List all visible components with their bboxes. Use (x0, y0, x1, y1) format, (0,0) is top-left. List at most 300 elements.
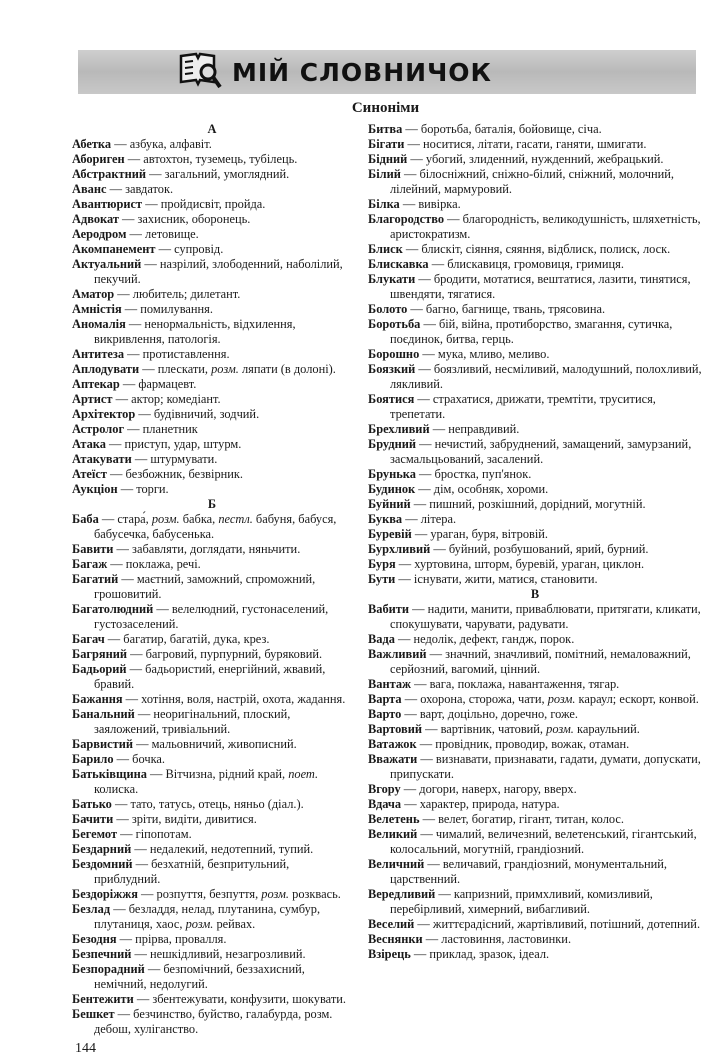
entry-term: Абстрактний (72, 167, 146, 181)
entry-dash: — (117, 482, 137, 496)
dictionary-entry (72, 167, 352, 182)
entry-dash: — (400, 782, 420, 796)
dictionary-entry (72, 182, 352, 197)
dictionary-entry (368, 197, 702, 212)
dictionary-entry (368, 932, 702, 947)
entry-dash: — (409, 602, 428, 616)
entry-term: Бачити (72, 812, 114, 826)
entry-term: Барвистий (72, 737, 133, 751)
entry-term: Вабити (368, 602, 410, 616)
entry-dash: — (131, 452, 151, 466)
entry-dash: — (113, 812, 132, 826)
entry-synonyms: велелюдний, густонаселений, густозаселений. (94, 602, 329, 631)
entry-term: Веселий (368, 917, 415, 931)
entry-dash: — (419, 812, 439, 826)
dictionary-entry (72, 572, 352, 602)
dictionary-entry (72, 197, 352, 212)
entry-dash: — (141, 257, 160, 271)
dictionary-entry (72, 797, 352, 812)
dictionary-entry (368, 302, 702, 317)
dictionary-entry (368, 347, 702, 362)
entry-dash: — (114, 1007, 134, 1021)
entry-synonyms: плескати, розм. ляпати (в долоні). (157, 362, 336, 376)
entry-term: Бідний (368, 152, 408, 166)
entry-dash: — (111, 797, 131, 811)
entry-synonyms: приступ, удар, штурм. (124, 437, 242, 451)
entry-synonyms: бростка, пуп'янок. (434, 467, 532, 481)
entry-term: Батьківщина (72, 767, 147, 781)
entry-dash: — (399, 197, 419, 211)
dictionary-entry (368, 797, 702, 812)
entry-synonyms: автохтон, туземець, тубілець. (143, 152, 298, 166)
entry-dash: — (407, 302, 426, 316)
entry-synonyms: забавляти, доглядати, няньчити. (132, 542, 301, 556)
entry-dash: — (401, 692, 421, 706)
dictionary-entry (368, 887, 702, 917)
dictionary-entry (72, 242, 352, 257)
entry-term: Вада (368, 632, 395, 646)
entry-term: Брунька (368, 467, 416, 481)
entry-dash: — (416, 737, 436, 751)
entry-dash: — (113, 542, 133, 556)
entry-synonyms: безхатній, безпритульний, приблудний. (94, 857, 290, 886)
entry-dash: — (411, 527, 431, 541)
entry-synonyms: буйний, розбушований, ярий, бурний. (448, 542, 649, 556)
entry-dash: — (410, 497, 430, 511)
entry-synonyms: бочка. (132, 752, 166, 766)
entry-term: Бажання (72, 692, 123, 706)
entry-dash: — (131, 842, 150, 856)
dictionary-entry (368, 722, 702, 737)
entry-synonyms: Вітчизна, рідний край, поет. колиска. (94, 767, 319, 796)
entry-term: Бездарний (72, 842, 132, 856)
entry-term: Битва (368, 122, 403, 136)
entry-synonyms: мальовничий, живописний. (151, 737, 297, 751)
dictionary-entry (368, 497, 702, 512)
entry-dash: — (113, 752, 133, 766)
dictionary-entry (72, 137, 352, 152)
entry-synonyms: летовище. (145, 227, 199, 241)
entry-synonyms: боротьба, баталія, бойовище, січа. (420, 122, 602, 136)
entry-dash: — (114, 287, 133, 301)
entry-dash: — (395, 557, 415, 571)
entry-dash: — (424, 857, 443, 871)
right-column (368, 122, 702, 962)
entry-synonyms: багровий, пурпурний, буряковий. (145, 647, 323, 661)
entry-synonyms: бродити, мотатися, вештатися, лазити, тинятися, швендяти, тягатися. (390, 272, 691, 301)
entry-dash: — (153, 602, 172, 616)
dictionary-entry (72, 737, 352, 752)
entry-dash: — (117, 827, 136, 841)
entry-term: Атеїст (72, 467, 107, 481)
entry-dash: — (394, 632, 414, 646)
dictionary-entry (368, 482, 702, 497)
entry-dash: — (110, 902, 129, 916)
entry-term: Аплодувати (72, 362, 140, 376)
entry-synonyms: нечистий, забруднений, замащений, замурзаний, засмальцьований, засалений. (390, 437, 692, 466)
dictionary-entry (368, 242, 702, 257)
entry-term: Антитеза (72, 347, 125, 361)
dictionary-entry (72, 422, 352, 437)
entry-term: Безпорадний (72, 962, 145, 976)
entry-term: Безодня (72, 932, 117, 946)
entry-term: Бездомний (72, 857, 133, 871)
entry-term: Аматор (72, 287, 115, 301)
entry-dash: — (127, 647, 146, 661)
entry-term: Буревій (368, 527, 412, 541)
entry-term: Багаж (72, 557, 108, 571)
entry-dash: — (104, 632, 124, 646)
dictionary-entry (72, 902, 352, 932)
dictionary-entry (368, 272, 702, 302)
entry-synonyms: пройдисвіт, пройда. (160, 197, 266, 211)
dictionary-entry (72, 752, 352, 767)
entry-dash: — (142, 197, 161, 211)
dictionary-entry (368, 632, 702, 647)
header-content (178, 50, 492, 94)
entry-term: Абетка (72, 137, 112, 151)
dictionary-entry (72, 557, 352, 572)
entry-synonyms: білосніжний, сніжно-білий, сніжний, молочний, лілейний, мармуровий. (390, 167, 674, 196)
entry-dash: — (419, 347, 438, 361)
dictionary-entry (72, 512, 352, 542)
dictionary-entry (72, 212, 352, 227)
entry-synonyms: носитися, літати, гасати, ганяти, шмигати. (422, 137, 647, 151)
style-label: розм. (546, 722, 574, 736)
entry-synonyms: безпомічний, беззахисний, немічний, недолугий. (94, 962, 305, 991)
entry-dash: — (124, 152, 144, 166)
entry-synonyms: визнавати, признавати, гадати, думати, допускати, припускати. (390, 752, 701, 781)
entry-term: Вантаж (368, 677, 412, 691)
entry-term: Бешкет (72, 1007, 115, 1021)
entry-term: Бегемот (72, 827, 118, 841)
entry-synonyms: охорона, сторожа, чати, розм. караул; ескорт, конвой. (420, 692, 699, 706)
dictionary-entry (72, 437, 352, 452)
dictionary-entry (72, 362, 352, 377)
entry-dash: — (118, 572, 137, 586)
entry-synonyms: захисник, оборонець. (137, 212, 251, 226)
entry-dash: — (402, 242, 422, 256)
entry-term: Барило (72, 752, 114, 766)
entry-term: Артист (72, 392, 113, 406)
entry-term: Батько (72, 797, 112, 811)
entry-term: Варто (368, 707, 402, 721)
dictionary-entry (368, 677, 702, 692)
entry-synonyms: життєрадісний, жартівливий, потішний, дотепний. (432, 917, 701, 931)
entry-synonyms: поклажа, речі. (125, 557, 201, 571)
entry-term: Безпечний (72, 947, 132, 961)
entry-synonyms: велет, богатир, гігант, титан, колос. (438, 812, 624, 826)
entry-dash: — (132, 737, 152, 751)
entry-term: Аномалія (72, 317, 126, 331)
entry-synonyms: бій, війна, протиборство, змагання, сутичка, поєдинок, битва, герць. (390, 317, 673, 346)
entry-term: Акомпанемент (72, 242, 156, 256)
entry-synonyms: загальний, умоглядний. (164, 167, 290, 181)
entry-dash: — (422, 932, 442, 946)
entry-dash: — (122, 692, 142, 706)
entry-synonyms: дім, особняк, хороми. (433, 482, 549, 496)
dictionary-entry (72, 692, 352, 707)
entry-dash: — (105, 437, 125, 451)
entry-dash: — (124, 347, 143, 361)
entry-dash: — (411, 677, 430, 691)
entry-dash: — (135, 407, 154, 421)
dictionary-entry (72, 452, 352, 467)
entry-term: Буря (368, 557, 396, 571)
entry-dash: — (132, 857, 152, 871)
entry-term: Ватажок (368, 737, 417, 751)
dictionary-entry (368, 752, 702, 782)
entry-synonyms: хуртовина, шторм, буревій, ураган, циклон. (414, 557, 645, 571)
style-label: розм. (185, 917, 214, 931)
entry-synonyms: помилування. (140, 302, 213, 316)
letter-heading: А (207, 122, 217, 136)
entry-dash: — (121, 302, 141, 316)
letter-heading: В (530, 587, 540, 601)
entry-term: Аукціон (72, 482, 118, 496)
entry-dash: — (426, 647, 446, 661)
entry-dash: — (414, 392, 433, 406)
dictionary-entry (368, 467, 702, 482)
page-number: 144 (75, 1041, 96, 1056)
entry-dash: — (400, 167, 420, 181)
entry-dash: — (395, 572, 414, 586)
entry-synonyms: варт, доцільно, доречно, гоже. (419, 707, 579, 721)
entry-synonyms: багатир, багатій, дука, крез. (123, 632, 270, 646)
entry-synonyms: благородність, великодушність, шляхетність, аристократизм. (390, 212, 701, 241)
dictionary-entry (368, 707, 702, 722)
dictionary-entry (368, 257, 702, 272)
letter-heading: Б (207, 497, 217, 511)
dictionary-entry (72, 932, 352, 947)
entry-synonyms: недалекий, недотепний, тупий. (149, 842, 314, 856)
dictionary-entry (368, 122, 702, 137)
entry-synonyms: тато, татусь, отець, няньо (діал.). (130, 797, 304, 811)
entry-term: Буква (368, 512, 403, 526)
entry-synonyms: блискавиця, громовиця, гримиця. (447, 257, 624, 271)
entry-term: Брехливий (368, 422, 430, 436)
entry-dash: — (139, 362, 158, 376)
entry-term: Бавити (72, 542, 114, 556)
entry-synonyms: бадьористий, енергійний, жвавий, бравий. (94, 662, 326, 691)
dictionary-entry (72, 467, 352, 482)
dictionary-entry (72, 542, 352, 557)
dictionary-entry (72, 632, 352, 647)
entry-synonyms: хотіння, воля, настрій, охота, жадання. (141, 692, 346, 706)
entry-term: Взірець (368, 947, 411, 961)
dictionary-entry (368, 212, 702, 242)
entry-term: Блукати (368, 272, 416, 286)
dictionary-entry (72, 842, 352, 857)
entry-synonyms: літера. (420, 512, 457, 526)
entry-synonyms: завдаток. (125, 182, 174, 196)
entry-synonyms: неоригінальний, плоский, заяложений, тривіальний. (94, 707, 291, 736)
entry-synonyms: капризний, примхливий, комизливий, перебірливий, химерний, вибагливий. (390, 887, 653, 916)
entry-synonyms: фармацевт. (138, 377, 197, 391)
entry-synonyms: супровід. (174, 242, 224, 256)
entry-dash: — (125, 317, 145, 331)
entry-synonyms: страхатися, дрижати, тремтіти, труситися, трепетати. (390, 392, 656, 421)
entry-term: Аеродром (72, 227, 127, 241)
entry-synonyms: існувати, жити, матися, становити. (413, 572, 598, 586)
dictionary-entry (72, 962, 352, 992)
entry-dash: — (155, 242, 175, 256)
dictionary-entry (72, 392, 352, 407)
entry-term: Багатий (72, 572, 119, 586)
entry-dash: — (415, 362, 434, 376)
entry-dash: — (407, 152, 426, 166)
entry-term: Величний (368, 857, 425, 871)
dictionary-entry (368, 422, 702, 437)
entry-synonyms: надити, манити, приваблювати, притягати, кликати, спокушувати, чарувати, радувати. (390, 602, 701, 631)
entry-dash: — (430, 542, 449, 556)
entry-synonyms: догори, наверх, нагору, вверх. (419, 782, 577, 796)
entry-synonyms: стара́, розм. бабка, пестл. бабуня, бабуся, бабусечка, бабусенька. (94, 512, 337, 541)
dictionary-entry (72, 707, 352, 737)
entry-synonyms: пишний, розкішний, дорідний, могутній. (429, 497, 646, 511)
entry-term: Важливий (368, 647, 427, 661)
entry-dash: — (428, 257, 448, 271)
entry-dash: — (417, 827, 436, 841)
entry-term: Безлад (72, 902, 111, 916)
entry-synonyms: штурмувати. (150, 452, 218, 466)
entry-dash: — (401, 797, 420, 811)
entry-synonyms: прірва, провалля. (135, 932, 227, 946)
entry-dash: — (126, 662, 146, 676)
entry-term: Вартовий (368, 722, 422, 736)
dictionary-entry (368, 812, 702, 827)
entry-dash: — (417, 752, 436, 766)
entry-dash: — (415, 467, 435, 481)
entry-term: Вередливий (368, 887, 436, 901)
entry-synonyms: характер, природа, натура. (419, 797, 560, 811)
dictionary-entry (72, 347, 352, 362)
dictionary-entry (368, 437, 702, 467)
entry-term: Білка (368, 197, 400, 211)
entry-dash: — (106, 182, 126, 196)
entry-dash: — (131, 947, 150, 961)
entry-dash: — (137, 887, 157, 901)
dictionary-entry (72, 857, 352, 887)
dictionary-entry (368, 152, 702, 167)
dictionary-entry (72, 407, 352, 422)
dictionary-entry (368, 857, 702, 887)
book-magnifier-icon (178, 50, 222, 95)
dictionary-entry (368, 167, 702, 197)
dictionary-entry (72, 647, 352, 662)
dictionary-entry (72, 992, 352, 1007)
dictionary-entry (72, 152, 352, 167)
entry-synonyms: приклад, зразок, ідеал. (429, 947, 550, 961)
dictionary-entry (72, 317, 352, 347)
entry-dash: — (435, 887, 454, 901)
entry-dash: — (416, 437, 435, 451)
entry-dash: — (402, 122, 421, 136)
entry-term: Вгору (368, 782, 401, 796)
entry-term: Будинок (368, 482, 416, 496)
entry-dash: — (112, 392, 132, 406)
style-label: розм. (211, 362, 239, 376)
entry-dash: — (134, 707, 154, 721)
entry-term: Вважати (368, 752, 418, 766)
entry-term: Актуальний (72, 257, 142, 271)
entry-synonyms: безчинство, буйство, галабурда, розм. дебош, хуліганство. (94, 1007, 333, 1036)
entry-dash: — (410, 947, 430, 961)
entry-term: Білий (368, 167, 401, 181)
entry-synonyms: ластовиння, ластовинки. (441, 932, 572, 946)
entry-term: Банальний (72, 707, 135, 721)
entry-dash: — (133, 992, 153, 1006)
entry-term: Багатолюдний (72, 602, 154, 616)
entry-synonyms: ненормальність, відхилення, викривлення, патологія. (94, 317, 296, 346)
entry-term: Борошно (368, 347, 420, 361)
entry-synonyms: чималий, величезний, велетенський, гігантський, колосальний, могутній, грандіозний. (390, 827, 697, 856)
entry-synonyms: недолік, дефект, гандж, порок. (413, 632, 575, 646)
entry-synonyms: убогий, злиденний, нужденний, жебрацький. (425, 152, 664, 166)
entry-term: Аптекар (72, 377, 120, 391)
dictionary-entry (368, 392, 702, 422)
dictionary-entry (72, 227, 352, 242)
entry-term: Абориген (72, 152, 125, 166)
entry-synonyms: планетник (142, 422, 198, 436)
entry-synonyms: будівничий, зодчий. (153, 407, 260, 421)
entry-term: Архітектор (72, 407, 136, 421)
entry-term: Боятися (368, 392, 415, 406)
dictionary-entry (72, 662, 352, 692)
entry-synonyms: значний, значливий, помітний, немаловажний, серйозний, вагомий, цінний. (390, 647, 691, 676)
dictionary-entry (368, 737, 702, 752)
dictionary-entry (72, 302, 352, 317)
entry-synonyms: багно, багнище, твань, трясовина. (425, 302, 606, 316)
entry-synonyms: гіпопотам. (135, 827, 192, 841)
entry-synonyms: торги. (136, 482, 169, 496)
entry-term: Бігати (368, 137, 405, 151)
dictionary-entry (72, 377, 352, 392)
entry-dash: — (126, 227, 146, 241)
dictionary-entry (72, 602, 352, 632)
entry-synonyms: зріти, видіти, дивитися. (131, 812, 257, 826)
dictionary-entry (72, 947, 352, 962)
dictionary-entry (368, 527, 702, 542)
dictionary-entry (368, 827, 702, 857)
entry-synonyms: блискіт, сіяння, сяяння, відблиск, полиск, лоск. (421, 242, 671, 256)
entry-term: Благородство (368, 212, 445, 226)
dictionary-entry (368, 512, 702, 527)
entry-dash: — (429, 422, 449, 436)
dictionary-entry (368, 917, 702, 932)
entry-synonyms: величавий, грандіозний, монументальний, царственний. (390, 857, 667, 886)
entry-dash: — (106, 467, 126, 481)
entry-dash: — (414, 917, 433, 931)
entry-term: Боязкий (368, 362, 416, 376)
dictionary-entry (368, 572, 702, 587)
dictionary-entry (72, 287, 352, 302)
entry-dash: — (401, 707, 420, 721)
entry-synonyms: маєтний, заможний, спроможний, грошовитий. (94, 572, 316, 601)
dictionary-entry (368, 692, 702, 707)
entry-term: Бентежити (72, 992, 134, 1006)
left-column (72, 122, 352, 1037)
dictionary-entry (368, 647, 702, 677)
entry-synonyms: актор; комедіант. (131, 392, 221, 406)
entry-synonyms: вивірка. (418, 197, 461, 211)
entry-term: Буйний (368, 497, 411, 511)
entry-synonyms: мука, мливо, меливо. (437, 347, 550, 361)
entry-dash: — (98, 512, 118, 526)
style-label: розм. (261, 887, 290, 901)
entry-synonyms: неправдивий. (448, 422, 520, 436)
entry-dash: — (124, 422, 143, 436)
